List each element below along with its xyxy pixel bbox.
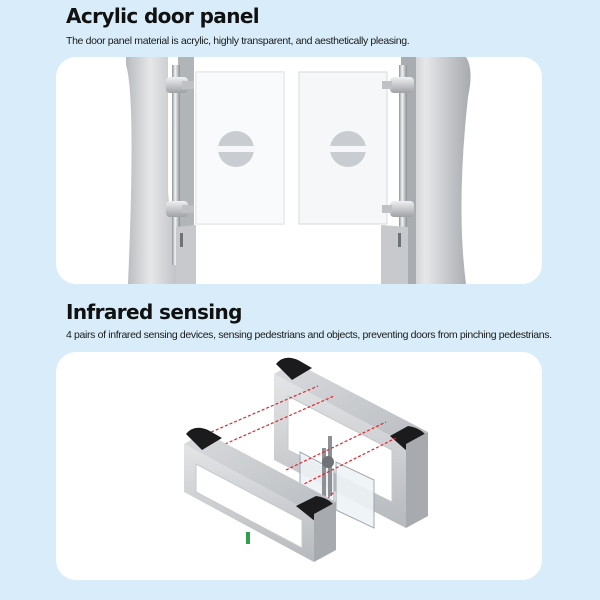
left-acrylic-door	[196, 72, 284, 224]
right-cabinet	[381, 57, 471, 284]
acrylic-panel-card	[56, 57, 542, 284]
section-title-acrylic: Acrylic door panel	[66, 4, 260, 28]
section-description-infrared: 4 pairs of infrared sensing devices, sensing pedestrians and objects, preventing doors from pinching pedestrians.	[66, 329, 552, 341]
section-description-acrylic: The door panel material is acrylic, highly transparent, and aesthetically pleasing.	[66, 35, 410, 47]
left-cabinet	[126, 57, 196, 284]
section-title-infrared: Infrared sensing	[66, 300, 242, 324]
infrared-turnstile-image	[56, 352, 542, 580]
infrared-sensing-card	[56, 352, 542, 580]
acrylic-door-panel-image	[56, 57, 542, 284]
right-acrylic-door	[299, 72, 387, 224]
